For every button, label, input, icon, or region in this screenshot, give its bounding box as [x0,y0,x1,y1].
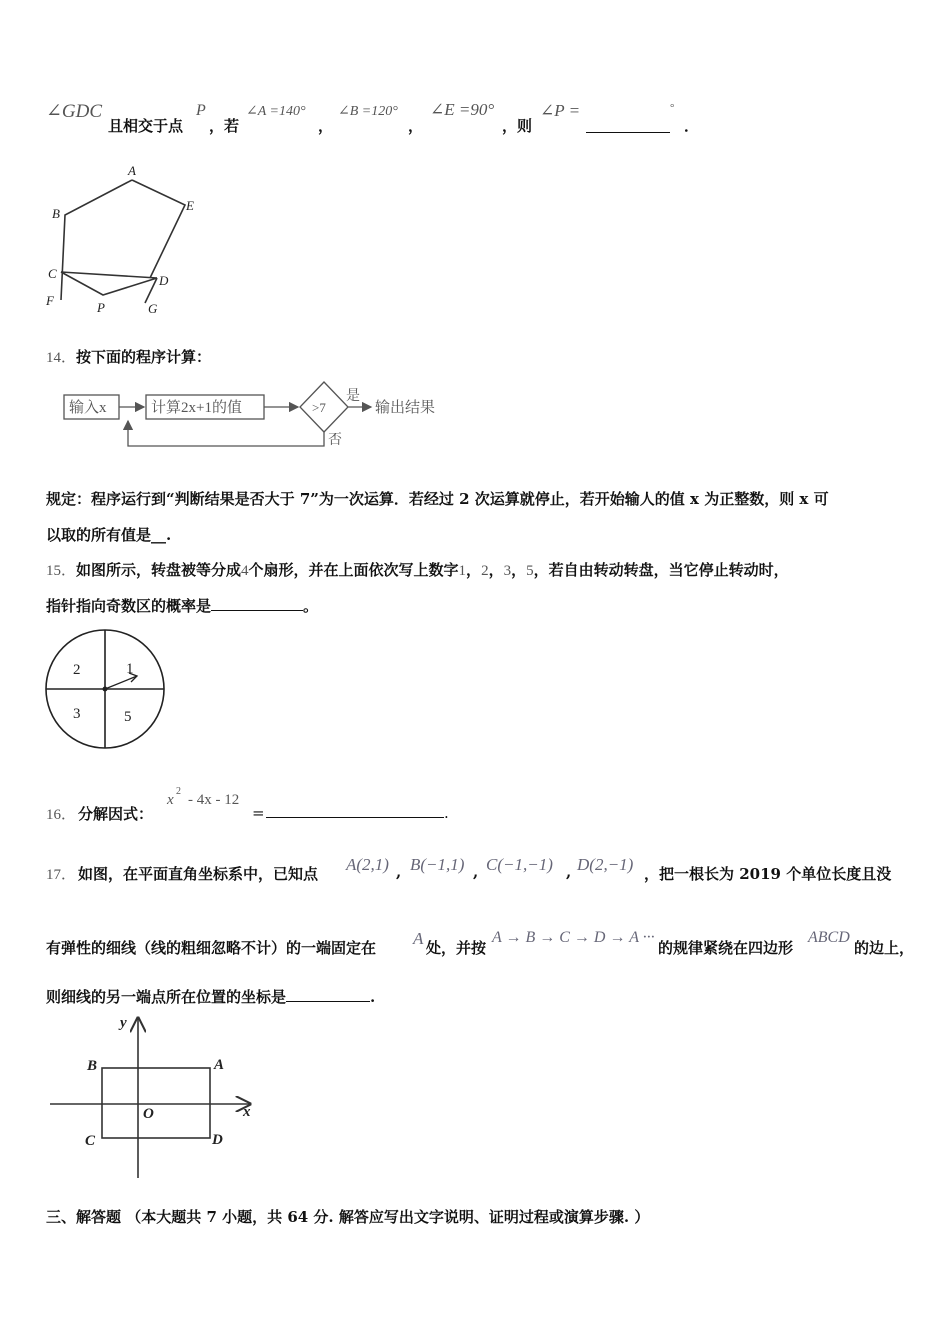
quad-abcd: ABCD [808,929,850,946]
q16-expr-sup: 2 [176,786,181,797]
q16-line [46,784,526,824]
q15-text-c: ，若自由转动转盘，当它停止转动时， [533,561,789,579]
label-e: E [186,198,194,213]
label-b: B [52,206,60,221]
flow-no: 否 [328,433,342,448]
q14-title: 按下面的程序计算： [76,348,212,366]
q15-n1: 1 [458,563,467,579]
q13-line [46,100,906,136]
sep-1: ， [318,117,334,135]
q17-number: 17． [46,867,77,883]
q17-line3-text: 则细线的另一端点所在位置的坐标是 [46,988,287,1006]
coordinate-figure [46,1012,266,1182]
q17-text-c: 有弹性的细线（线的粗细忽略不计）的一端固定在 [46,939,377,957]
q13-end: ． [684,117,700,135]
sep-2: ， [408,117,424,135]
edge-a-e-d [132,180,185,278]
winding-path: A → B → C → D → A ··· [492,929,655,946]
q15-line2-text: 指针指向奇数区的概率是 [46,597,212,615]
fig-label-a: A [214,1057,225,1073]
angle-p: ∠P = [540,101,581,120]
label-f: F [46,293,54,308]
q17-text-e: 的规律紧绕在四边形 [658,939,794,957]
flow-decision: >7 [312,400,326,415]
q17-text-b: ，把一根长为 2019 个单位长度且没 [644,865,892,883]
q17-line3-end: . [370,988,376,1006]
fixed-point-a: A [413,929,424,948]
label-c: C [48,266,57,281]
if-text: ，若 [209,117,240,135]
angle-a: ∠A =140° [246,104,306,119]
q17-text-d: 处，并按 [426,939,487,957]
comma-1: , [396,863,402,881]
angle-b: ∠B =120° [338,104,398,119]
flow-output: 输出结果 [375,400,436,416]
q17-line1 [46,852,926,888]
q17-line2 [46,928,936,964]
q16-expr-rest: - 4x - 12 [188,792,240,808]
q15-line2 [46,595,318,616]
then-text: ，则 [502,117,533,135]
q15-four: 4 [241,563,249,579]
q16-number: 16． [46,807,77,823]
comma-2: , [473,863,479,881]
q15-answer-blank[interactable] [211,596,303,611]
fig-label-d: D [212,1132,223,1148]
q16-equals: = [252,804,265,822]
comma-3: , [566,863,572,881]
axis-label-y: y [120,1015,127,1031]
rectangle-abcd [102,1068,210,1138]
q14-rule-line2: 以取的所有值是__. [46,526,172,544]
q17-line3 [46,986,375,1007]
q17-text-f: 的边上， [854,939,915,957]
angle-gdc: ∠GDC [46,101,103,122]
point-a: A(2,1) [346,855,389,874]
q16-expr-x: x [167,792,174,808]
q15-text-b: 个扇形，并在上面依次写上数字 [248,561,459,579]
edge-a-b-f [61,180,132,300]
pentagon-figure [40,160,210,320]
axis-label-x: x [243,1104,251,1120]
sector-2: 2 [73,662,81,678]
sector-5: 5 [124,709,132,725]
q15-text-a: 如图所示，转盘被等分成 [76,561,242,579]
point-d: D(2,−1) [577,855,634,874]
flow-yes: 是 [346,389,360,404]
q15-n2: 2 [481,563,489,579]
degree-unit: ° [670,102,675,114]
label-p: P [97,300,105,315]
sector-3: 3 [73,706,81,722]
intersect-text: 且相交于点 [108,117,184,135]
fig-label-c: C [85,1133,96,1149]
q16-end: . [444,804,449,822]
q15-line1: 15．如图所示，转盘被等分成4个扇形，并在上面依次写上数字1，2，3，5，若自由转动转盘，当它停止转动时， [46,561,789,579]
q15-n3: 3 [503,563,512,579]
q16-label: 分解因式： [78,805,154,823]
answer-blank[interactable] [586,114,670,133]
q17-text-a: 如图，在平面直角坐标系中，已知点 [78,865,319,883]
spinner-pointer [105,676,137,689]
q14-rule-line1: 规定：程序运行到“判断结果是否大于 7”为一次运算．若经过 2 次运算就停止，若开始输人的值 x 为正整数，则 x 可 [46,490,829,508]
fig-label-b: B [87,1058,98,1074]
point-p: P [196,102,206,119]
point-b: B(−1,1) [410,855,465,874]
q16-answer-blank[interactable] [266,802,444,818]
label-g: G [148,301,158,316]
section-3-title: 三、解答题 （本大题共 7 小题，共 64 分. 解答应写出文字说明、证明过程或演算步骤. ） [46,1208,650,1226]
q14-number: 14． [46,350,77,366]
edge-c-d [61,272,157,278]
program-flowchart [58,380,458,450]
label-a: A [128,163,136,178]
q15-line2-end: 。 [303,597,319,615]
label-d: D [159,273,169,288]
q14-heading [46,346,211,367]
origin-label: O [143,1106,154,1122]
spinner-figure [44,628,168,752]
q15-n5: 5 [526,563,534,579]
q17-answer-blank[interactable] [286,987,370,1002]
flow-compute: 计算2x+1的值 [151,400,242,416]
q15-number: 15． [46,563,77,579]
flow-input: 输入x [69,400,107,416]
point-c: C(−1,−1) [486,855,553,874]
sector-1: 1 [126,661,134,677]
angle-e: ∠E =90° [430,100,495,119]
